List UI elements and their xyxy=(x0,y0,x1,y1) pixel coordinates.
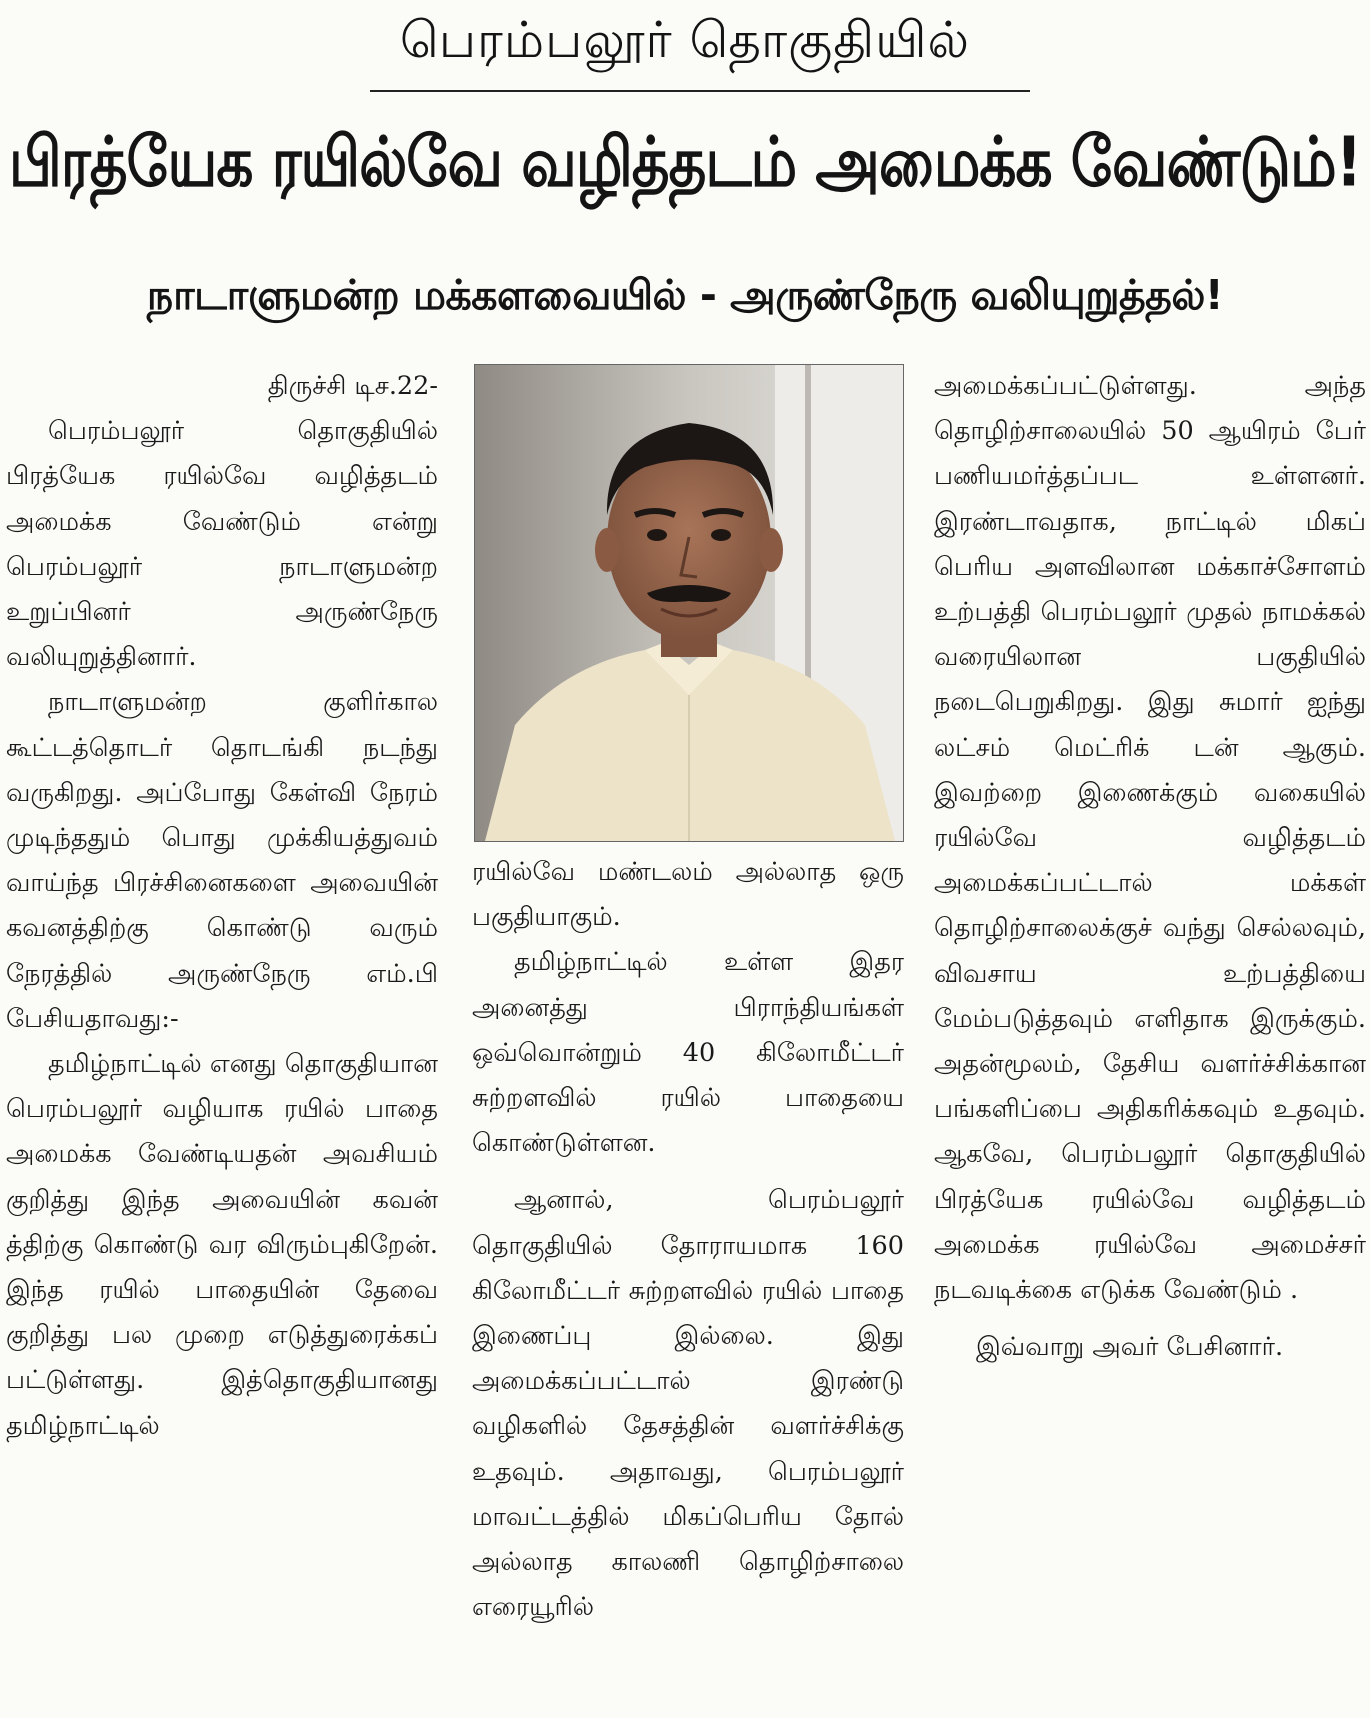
paragraph: ஆனால், பெரம்பலூர் தொகுதியில் தோராயமாக 160 கிலோமீட்டர் சுற்றளவில் ரயில் பாதை இணைப்பு இல்லை. இது அமைக்கப்பட்டால் இரண்டு வழிகளில் தேசத்தின் வளர்ச்சிக்கு உதவும். அதாவது, பெரம்பலூர் மாவட்டத்தில் மிகப்பெரிய தோல் அல்லாத காலணி தொழிற்சாலை எரையூரில் xyxy=(472,1185,904,1623)
paragraph: ரயில்வே மண்டலம் அல்லாத ஒரு பகுதியாகும். xyxy=(472,857,904,933)
paragraph: இவ்வாறு அவர் பேசினார். xyxy=(976,1332,1284,1363)
article-headline: பிரத்யேக ரயில்வே வழித்தடம் அமைக்க வேண்டும்! xyxy=(8,121,1362,203)
paragraph: தமிழ்நாட்டில் உள்ள இதர அனைத்து பிராந்தியங்கள் ஒவ்வொன்றும் 40 கிலோமீட்டர் சுற்றளவில் ரயில் பாதையை கொண்டுள்ளன. xyxy=(472,947,904,1159)
article-subhead: நாடாளுமன்ற மக்களவையில் - அருண்நேரு வலியுறுத்தல்! xyxy=(146,271,1224,319)
dateline: திருச்சி டிச.22- xyxy=(267,371,438,401)
kicker-divider xyxy=(370,90,1030,92)
paragraph: அமைக்கப்பட்டுள்ளது. அந்த தொழிற்சாலையில் 50 ஆயிரம் பேர் பணியமர்த்தப்பட உள்ளனர். இரண்டாவதாக, நாட்டில் மிகப் பெரிய அளவிலான மக்காச்சோளம் உற்பத்தி பெரம்பலூர் முதல் நாமக்கல் வரையிலான பகுதியில் நடைபெறுகிறது. இது சுமார் ஐந்து லட்சம் மெட்ரிக் டன் ஆகும். இவற்றை இணைக்கும் வகையில் ரயில்வே வழித்தடம் அமைக்கப்பட்டால் மக்கள் தொழிற்சாலைக்குச் வந்து செல்லவும், விவசாய உற்பத்தியை மேம்படுத்தவும் எளிதாக இருக்கும். அதன்மூலம், தேசிய வளர்ச்சிக்கான பங்களிப்பை அதிகரிக்கவும் உதவும். ஆகவே, பெரம்பலூர் தொகுதியில் பிரத்யேக ரயில்வே வழித்தடம் அமைக்க ரயில்வே அமைச்சர் நடவடிக்கை எடுக்க வேண்டும் . xyxy=(934,371,1366,1306)
paragraph: தமிழ்நாட்டில் எனது தொகுதியான பெரம்பலூர் வழியாக ரயில் பாதை அமைக்க வேண்டியதன் அவசியம் குறித்து இந்த அவையின் கவன் த்திற்கு கொண்டு வர விரும்புகிறேன். இந்த ரயில் பாதையின் தேவை குறித்து பல முறை எடுத்துரைக்கப் பட்டுள்ளது. இத்தொகுதியானது தமிழ்நாட்டில் xyxy=(6,1049,438,1441)
article-column-middle xyxy=(472,850,904,1630)
paragraph: நாடாளுமன்ற குளிர்கால கூட்டத்தொடர் தொடங்கி நடந்து வருகிறது. அப்போது கேள்வி நேரம் முடிந்ததும் பொது முக்கியத்துவம் வாய்ந்த பிரச்சினைகளை அவையின் கவனத்திற்கு கொண்டு வரும் நேரத்தில் அருண்நேரு எம்.பி பேசியதாவது:- xyxy=(6,687,438,1034)
article-column-left xyxy=(6,364,438,1449)
portrait-illustration xyxy=(475,365,903,841)
paragraph: பெரம்பலூர் தொகுதியில் பிரத்யேக ரயில்வே வழித்தடம் அமைக்க வேண்டும் என்று பெரம்பலூர் நாடாளுமன்ற உறுப்பினர் அருண்நேரு வலியுறுத்தினார். xyxy=(6,416,438,673)
article-kicker: பெரம்பலூர் தொகுதியில் xyxy=(399,11,971,69)
portrait-photo xyxy=(474,364,904,842)
article-column-right xyxy=(934,364,1366,1370)
